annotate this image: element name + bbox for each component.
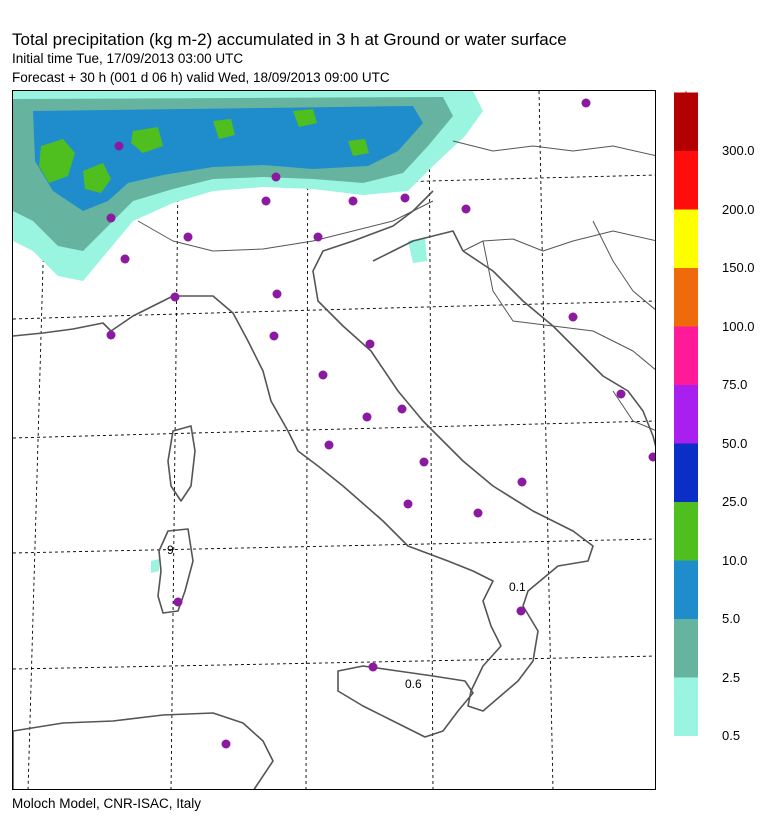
annotation-value: 0.1: [509, 580, 526, 594]
initial-time: Initial time Tue, 17/09/2013 03:00 UTC: [12, 51, 244, 66]
north-africa-coast: [13, 713, 273, 790]
corsica-coast: [168, 426, 195, 501]
station-dot: [474, 509, 483, 518]
legend-label: 5.0: [722, 611, 741, 626]
station-dot: [349, 197, 358, 206]
legend-label: 200.0: [722, 201, 755, 217]
legend-swatch: [674, 444, 698, 503]
legend-swatch: [674, 678, 698, 737]
station-dot: [174, 598, 183, 607]
station-dot: [222, 740, 231, 749]
forecast-validity: Forecast + 30 h (001 d 06 h) valid Wed, 18/09/2013 09:00 UTC: [12, 70, 390, 85]
legend-swatch: [674, 619, 698, 678]
legend-label: 0.5: [722, 728, 741, 743]
legend-label: 150.0: [722, 260, 755, 275]
station-dot: [369, 663, 378, 672]
station-dot: [649, 453, 657, 462]
station-dot: [319, 371, 328, 380]
legend-swatch: [674, 151, 698, 210]
station-dot: [325, 441, 334, 450]
station-dot: [398, 405, 407, 414]
station-dot: [569, 313, 578, 322]
legend-label: 100.0: [722, 318, 755, 334]
legend-swatch: [674, 327, 698, 386]
station-dot: [462, 205, 471, 214]
legend-swatch: [674, 93, 698, 152]
precip-area-0.5-patch: [408, 237, 427, 263]
legend-swatch: [674, 268, 698, 327]
coastlines: [13, 191, 656, 790]
legend-label: 10.0: [722, 552, 748, 568]
station-dot: [518, 478, 527, 487]
station-dot: [115, 142, 124, 151]
station-dot: [171, 293, 180, 302]
station-dot: [272, 173, 281, 182]
legend-label: 25.0: [722, 494, 748, 509]
legend-label: 300.0: [722, 143, 755, 158]
station-dot: [401, 194, 410, 203]
station-dot: [270, 332, 279, 341]
station-dot: [121, 255, 130, 264]
station-dot: [107, 331, 116, 340]
legend-swatch: [674, 210, 698, 269]
color-legend: [674, 90, 698, 736]
legend-swatch: [674, 502, 698, 561]
station-dot: [363, 413, 372, 422]
precipitation-map: [12, 90, 656, 790]
station-dot: [582, 99, 591, 108]
station-dot: [420, 458, 429, 467]
station-dot: [314, 233, 323, 242]
station-dot: [184, 233, 193, 242]
balkan-coast: [463, 251, 656, 451]
station-dot: [273, 290, 282, 299]
legend-label: 50.0: [722, 435, 748, 451]
legend-swatch: [674, 561, 698, 620]
station-dot: [617, 390, 626, 399]
france-coast: [13, 323, 111, 336]
precip-area-0.5-sardinia: [151, 559, 159, 573]
annotation-value: 9: [167, 543, 174, 557]
station-dot: [517, 607, 526, 616]
station-dot: [262, 197, 271, 206]
annotation-value: 0.6: [405, 677, 422, 691]
map-title: Total precipitation (kg m-2) accumulated in 3 h at Ground or water surface: [12, 30, 567, 49]
model-credit: Moloch Model, CNR-ISAC, Italy: [12, 796, 202, 811]
legend-label: 2.5: [722, 669, 741, 685]
station-dot: [107, 214, 116, 223]
precipitation-field: [13, 91, 483, 573]
italy-peninsula-coast: [111, 191, 593, 711]
station-dot: [404, 500, 413, 509]
station-dot: [366, 340, 375, 349]
legend-label: 75.0: [722, 377, 748, 392]
legend-swatch: [674, 385, 698, 444]
